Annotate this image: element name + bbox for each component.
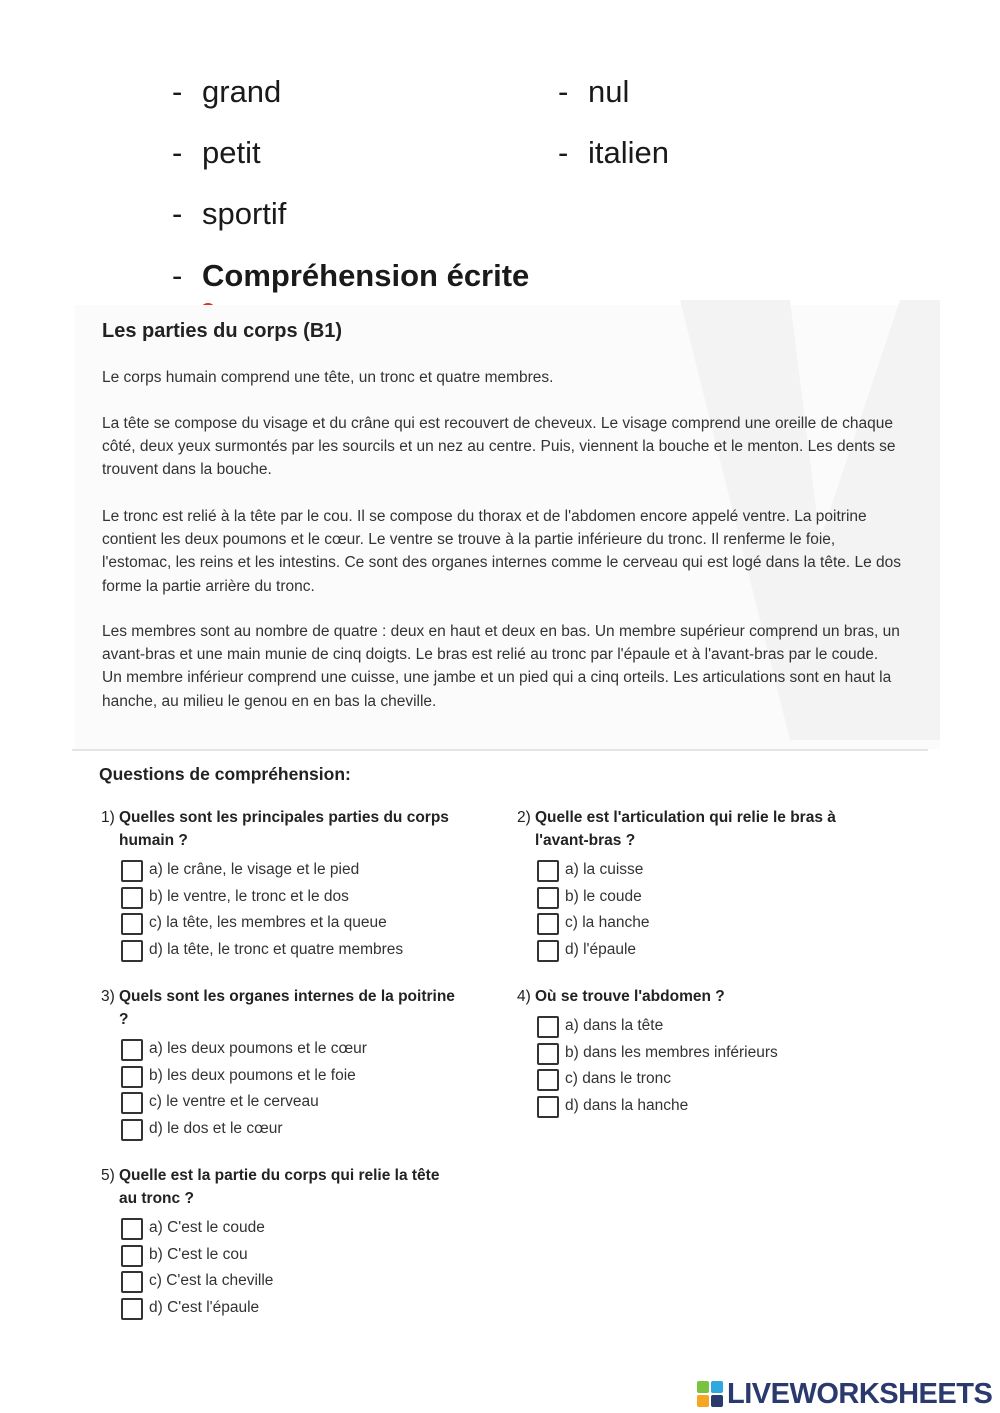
list-dash: - bbox=[172, 135, 183, 170]
word-grand: grand bbox=[202, 74, 282, 109]
reading-paragraph: Le tronc est relié à la tête par le cou. Il se compose du thorax et de l'abdomen encore appelé ventre. La poitrine contient les deux poumons et le cœur. Le ventre se trouve à la partie inférieure du tronc. Il renferme le foie, l'estomac, les reins et les intestins. Ce sont des organes internes comme le cerveau qui est logé dans la tête. Le dos forme la partie arrière du tronc. bbox=[102, 508, 902, 595]
word-nul: nul bbox=[588, 74, 630, 109]
option-label: c) la hanche bbox=[565, 914, 650, 931]
checkbox[interactable] bbox=[537, 1043, 559, 1065]
option-row[interactable] bbox=[517, 1015, 877, 1042]
list-dash: - bbox=[172, 74, 183, 109]
question-number: 4) bbox=[517, 988, 531, 1005]
option-label: a) le crâne, le visage et le pied bbox=[149, 861, 360, 878]
list-dash: - bbox=[558, 74, 569, 109]
checkbox[interactable] bbox=[537, 1016, 559, 1038]
list-dash: - bbox=[172, 258, 183, 293]
word-list-item bbox=[558, 135, 669, 171]
question-number: 2) bbox=[517, 809, 531, 826]
option-row[interactable] bbox=[101, 912, 461, 939]
checkbox[interactable] bbox=[121, 1245, 143, 1267]
word-petit: petit bbox=[202, 135, 261, 170]
logo-square bbox=[697, 1381, 709, 1393]
option-row[interactable] bbox=[517, 1042, 877, 1069]
option-label: b) le coude bbox=[565, 887, 642, 905]
checkbox[interactable] bbox=[537, 1069, 559, 1091]
option-row[interactable] bbox=[101, 1244, 461, 1271]
option-row[interactable] bbox=[101, 859, 461, 886]
word-italien: italien bbox=[588, 135, 669, 170]
option-row[interactable] bbox=[517, 939, 877, 966]
heading-comprehension-ecrite: Compréhension écrite bbox=[202, 258, 530, 293]
option-row[interactable] bbox=[517, 1095, 877, 1122]
checkbox[interactable] bbox=[121, 913, 143, 935]
question-1 bbox=[101, 806, 461, 965]
question-text: Où se trouve l'abdomen ? bbox=[535, 988, 725, 1005]
question-text: Quelles sont les principales parties du corps humain ? bbox=[119, 809, 449, 849]
option-row[interactable] bbox=[101, 1065, 461, 1092]
logo-square bbox=[711, 1381, 723, 1393]
logo-grid-icon bbox=[697, 1381, 723, 1407]
question-text: Quels sont les organes internes de la poitrine ? bbox=[119, 988, 455, 1028]
option-label: a) dans la tête bbox=[565, 1017, 664, 1034]
option-row[interactable] bbox=[101, 1297, 461, 1324]
option-row[interactable] bbox=[517, 1068, 877, 1095]
option-row[interactable] bbox=[517, 859, 877, 886]
checkbox[interactable] bbox=[121, 860, 143, 882]
option-label: d) la tête, le tronc et quatre membres bbox=[149, 940, 404, 958]
option-label: c) C'est la cheville bbox=[149, 1272, 274, 1289]
question-4 bbox=[517, 985, 877, 1121]
question-number: 1) bbox=[101, 809, 115, 826]
checkbox[interactable] bbox=[121, 1298, 143, 1320]
option-row[interactable] bbox=[101, 1091, 461, 1118]
word-list-item bbox=[172, 196, 286, 232]
brand-text: LIVEWORKSHEETS bbox=[727, 1377, 993, 1410]
reading-paragraph: La tête se compose du visage et du crâne qui est recouvert de cheveux. Le visage comprend une oreille de chaque côté, deux yeux surmontés par les sourcils et un nez au centre. Puis, viennent la bouche et le menton. Les dents se trouvent dans la bouche. bbox=[102, 415, 896, 479]
logo-square bbox=[697, 1395, 709, 1407]
checkbox[interactable] bbox=[537, 860, 559, 882]
word-list-item bbox=[172, 74, 281, 110]
checkbox[interactable] bbox=[121, 1092, 143, 1114]
list-dash: - bbox=[558, 135, 569, 170]
checkbox[interactable] bbox=[121, 1218, 143, 1240]
checkbox[interactable] bbox=[121, 1119, 143, 1141]
option-label: a) les deux poumons et le cœur bbox=[149, 1040, 367, 1057]
option-row[interactable] bbox=[517, 912, 877, 939]
panel-divider bbox=[72, 749, 928, 751]
checkbox[interactable] bbox=[537, 1096, 559, 1118]
option-row[interactable] bbox=[101, 1217, 461, 1244]
checkbox[interactable] bbox=[121, 1271, 143, 1293]
question-number: 3) bbox=[101, 988, 115, 1005]
option-label: b) le ventre, le tronc et le dos bbox=[149, 887, 349, 905]
option-row[interactable] bbox=[101, 1270, 461, 1297]
option-label: d) dans la hanche bbox=[565, 1096, 689, 1114]
question-3 bbox=[101, 985, 461, 1144]
word-list-item bbox=[172, 135, 261, 171]
option-row[interactable] bbox=[101, 886, 461, 913]
list-dash: - bbox=[172, 196, 183, 231]
option-row[interactable] bbox=[517, 886, 877, 913]
question-5 bbox=[101, 1164, 461, 1323]
reading-paragraph: Les membres sont au nombre de quatre : deux en haut et deux en bas. Un membre supérieur comprend un bras, un avant-bras et une main munie de cinq doigts. Le bras est relié au tronc par l'épaule et à l'avant-bras par le coude. Un membre inférieur comprend une cuisse, une jambe et un pied qui a cinq orteils. Les articulations sont en haut la hanche, au milieu le genou en en bas la cheville. bbox=[102, 623, 900, 710]
checkbox[interactable] bbox=[537, 940, 559, 962]
checkbox[interactable] bbox=[537, 913, 559, 935]
option-row[interactable] bbox=[101, 1118, 461, 1145]
option-label: b) C'est le cou bbox=[149, 1245, 248, 1263]
question-number: 5) bbox=[101, 1167, 115, 1184]
reading-title: Les parties du corps (B1) bbox=[102, 320, 343, 342]
question-2 bbox=[517, 806, 877, 965]
checkbox[interactable] bbox=[537, 887, 559, 909]
questions-header: Questions de compréhension: bbox=[99, 764, 351, 784]
option-label: a) la cuisse bbox=[565, 861, 644, 878]
option-label: d) le dos et le cœur bbox=[149, 1119, 283, 1137]
checkbox[interactable] bbox=[121, 940, 143, 962]
option-label: c) la tête, les membres et la queue bbox=[149, 914, 387, 931]
question-text: Quelle est la partie du corps qui relie la tête au tronc ? bbox=[119, 1167, 440, 1207]
option-label: d) l'épaule bbox=[565, 940, 637, 958]
checkbox[interactable] bbox=[121, 1039, 143, 1061]
option-label: a) C'est le coude bbox=[149, 1219, 265, 1236]
option-label: c) le ventre et le cerveau bbox=[149, 1093, 319, 1110]
option-row[interactable] bbox=[101, 1038, 461, 1065]
section-heading bbox=[172, 258, 529, 294]
checkbox[interactable] bbox=[121, 887, 143, 909]
logo-square bbox=[711, 1395, 723, 1407]
word-list-item bbox=[558, 74, 629, 110]
liveworksheets-logo bbox=[697, 1378, 992, 1410]
reading-paragraph: Le corps humain comprend une tête, un tronc et quatre membres. bbox=[102, 369, 554, 386]
option-label: b) les deux poumons et le foie bbox=[149, 1066, 356, 1084]
word-sportif: sportif bbox=[202, 196, 287, 231]
option-label: b) dans les membres inférieurs bbox=[565, 1043, 778, 1061]
checkbox[interactable] bbox=[121, 1066, 143, 1088]
question-text: Quelle est l'articulation qui relie le bras à l'avant-bras ? bbox=[535, 809, 836, 849]
option-row[interactable] bbox=[101, 939, 461, 966]
option-label: c) dans le tronc bbox=[565, 1070, 671, 1087]
option-label: d) C'est l'épaule bbox=[149, 1298, 260, 1316]
